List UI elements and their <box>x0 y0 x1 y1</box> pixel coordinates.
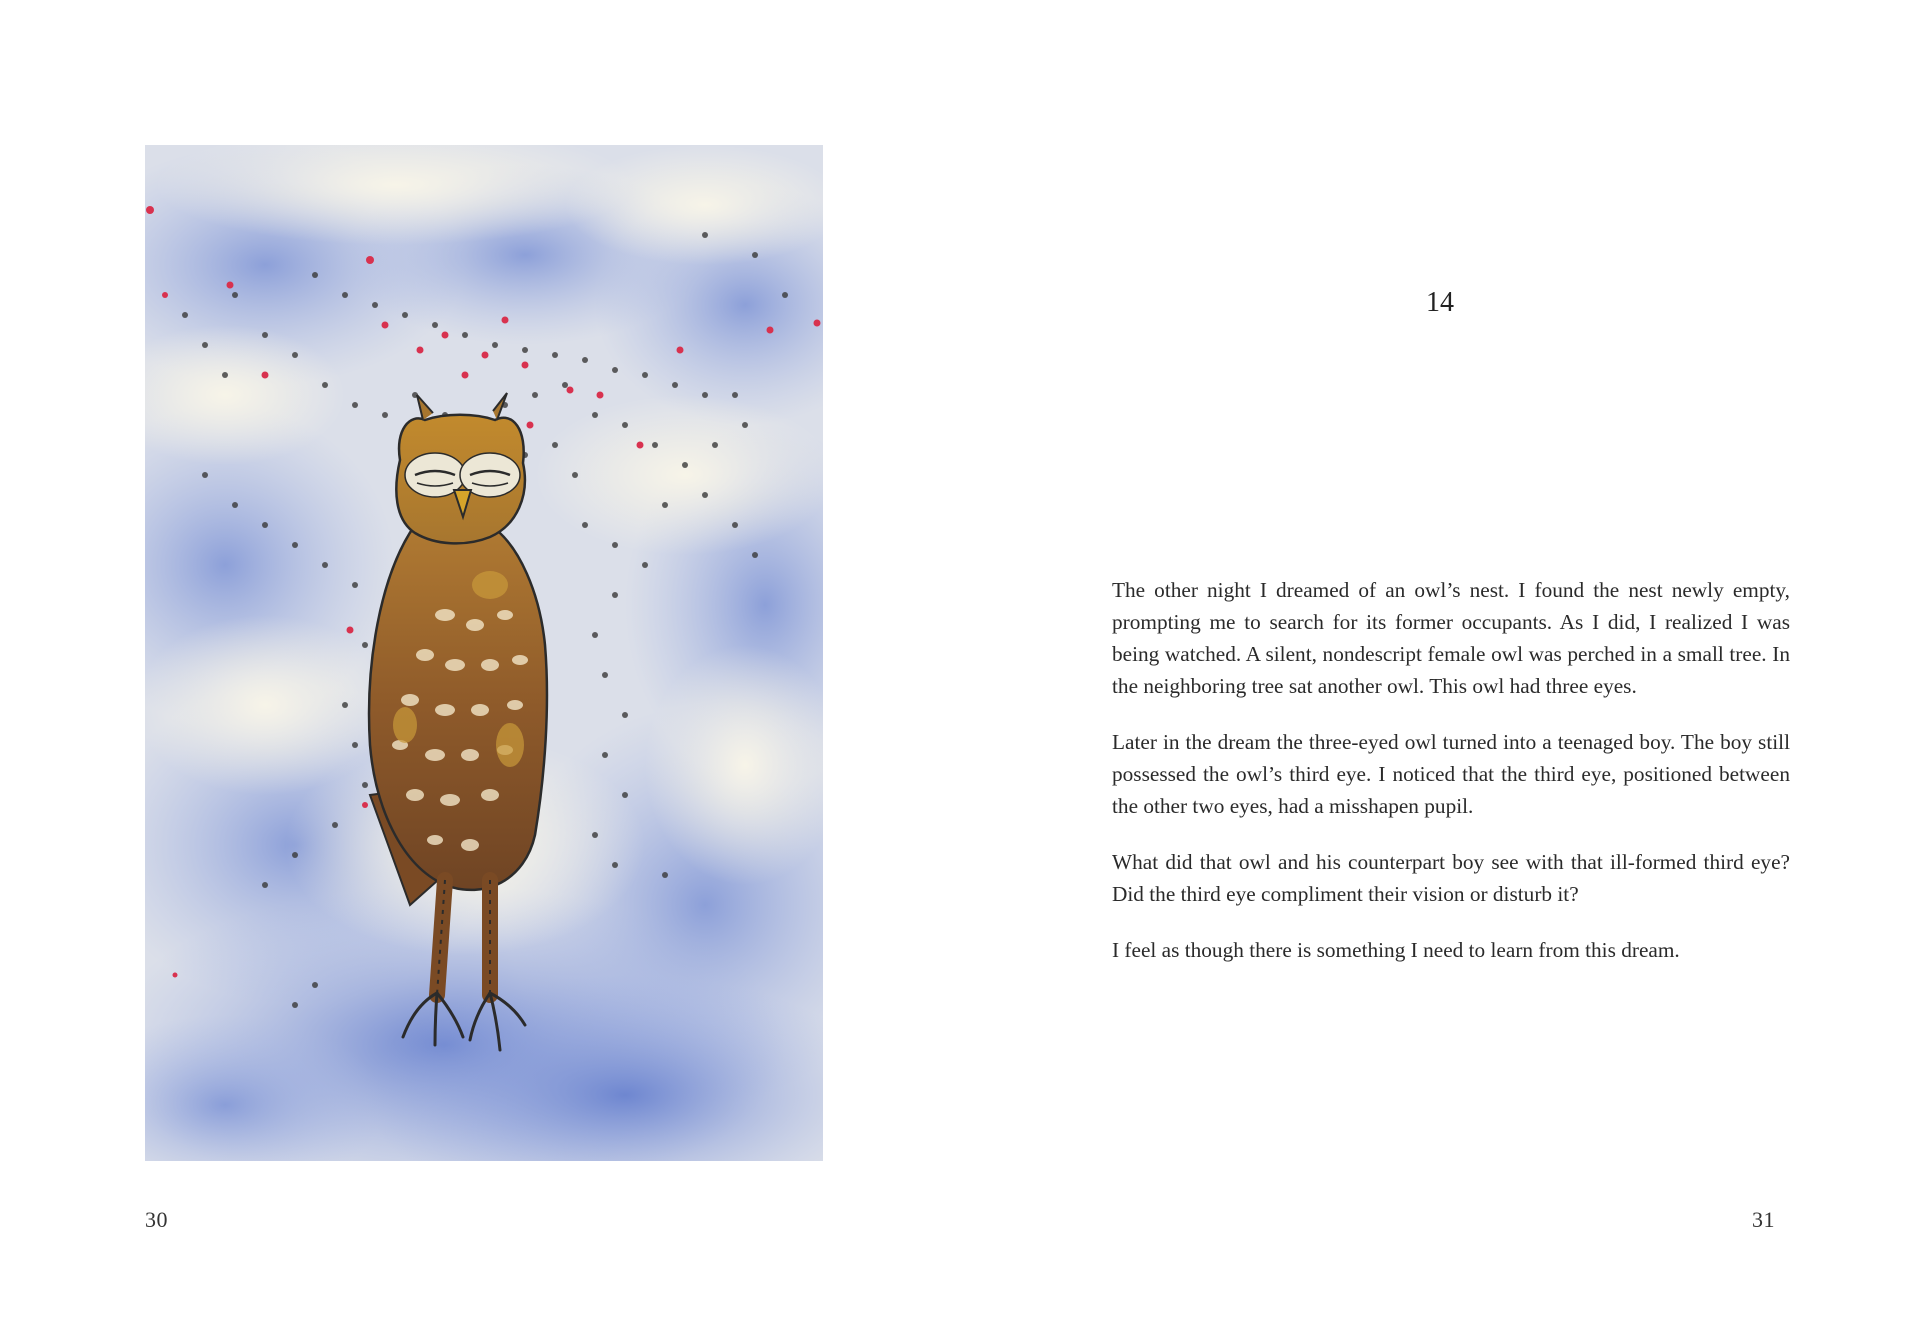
chapter-number-text: 14 <box>1426 287 1454 318</box>
owl-illustration <box>145 145 823 1161</box>
paragraph-2: Later in the dream the three-eyed owl turned into a teenaged boy. The boy still possessed the owl’s third eye. I noticed that the third eye, positioned between the other two eyes, had a misshapen pupil. <box>1112 730 1790 818</box>
paragraph-1: The other night I dreamed of an owl’s nest. I found the nest newly empty, prompting me to search for its former occupants. As I did, I realized I was being watched. A silent, nondescript female owl was perched in a small tree. In the neighboring tree sat another owl. This owl had three eyes. <box>1112 578 1790 698</box>
right-page-number: 31 <box>1752 1207 1775 1232</box>
chapter-number <box>960 287 1920 319</box>
left-page-number: 30 <box>145 1207 168 1232</box>
owl-watercolor-image <box>145 145 823 1161</box>
paragraph-4: I feel as though there is something I need to learn from this dream. <box>1112 938 1680 962</box>
paragraph-3: What did that owl and his counterpart boy see with that ill-formed third eye? Did the third eye compliment their vision or disturb it? <box>1112 850 1790 906</box>
right-page <box>960 0 1920 1344</box>
body-text <box>1112 574 1790 990</box>
